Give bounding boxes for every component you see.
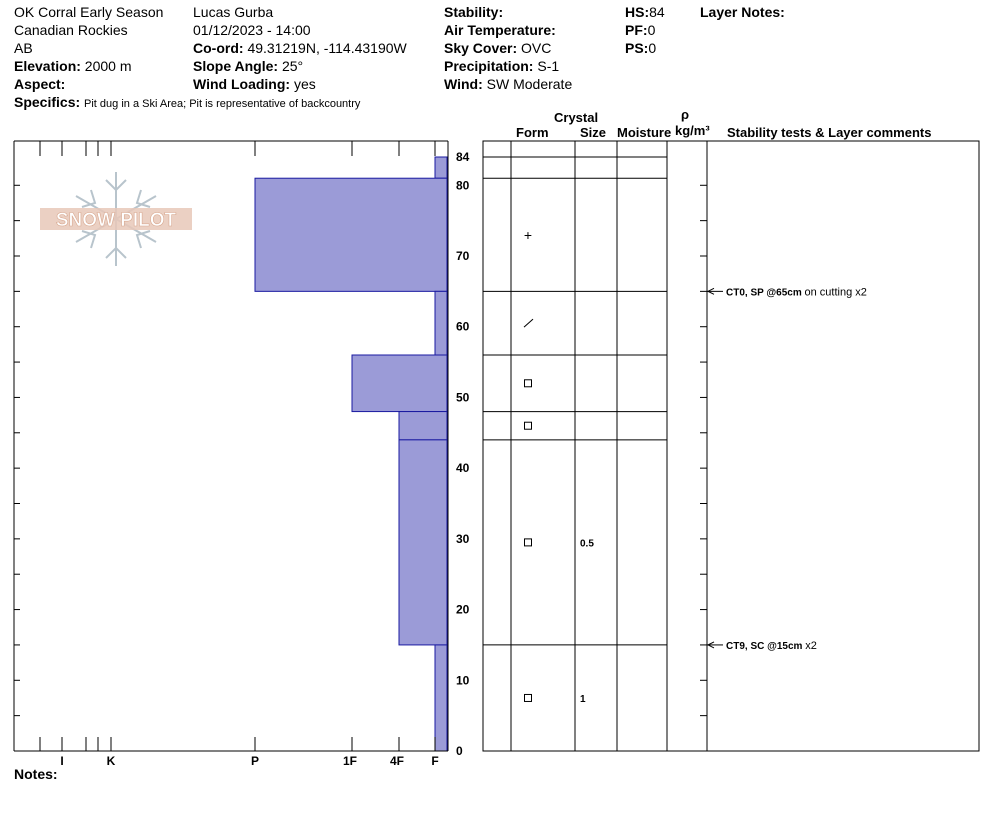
y-tick-label-0: 0: [456, 744, 463, 758]
stability-label: Stability:: [444, 4, 504, 20]
y-tick-label-10: 10: [456, 673, 470, 688]
location: OK Corral Early Season: [14, 4, 164, 20]
observer: Lucas Gurba: [193, 4, 274, 20]
pf-label: PF:: [625, 22, 648, 38]
form-symbol-6: [525, 694, 532, 701]
wind-loading-value: yes: [293, 76, 316, 92]
precip-value: S-1: [537, 58, 560, 74]
y-tick-label-80: 80: [456, 178, 470, 193]
pf-value: 0: [647, 22, 656, 38]
hardness-bar-6: [435, 645, 447, 751]
hardness-bar-3: [352, 355, 447, 412]
wind-label: Wind:: [444, 76, 483, 92]
hardness-label-1F: 1F: [342, 754, 358, 768]
stability-test-1: CT9, SC @15cm x2: [726, 639, 817, 652]
y-tick-label-30: 30: [456, 531, 470, 546]
size-value-6: 1: [580, 693, 586, 705]
y-tick-label-60: 60: [456, 319, 470, 334]
form-symbol-5: [525, 539, 532, 546]
form-header: Form: [516, 125, 549, 140]
hs-value: 84: [649, 4, 665, 20]
stability-comments-header: Stability tests & Layer comments: [727, 125, 932, 140]
sky-value: OVC: [521, 40, 552, 56]
stability-test-0: CT0, SP @65cm on cutting x2: [726, 286, 867, 299]
form-symbol-2: [524, 319, 533, 327]
ps-value: 0: [648, 40, 657, 56]
table-frame: [483, 141, 979, 751]
crystal-header: Crystal: [554, 110, 599, 125]
y-tick-label-70: 70: [456, 249, 470, 263]
hs-top-label: 84: [456, 150, 470, 164]
air-temp-label: Air Temperature:: [444, 22, 556, 38]
hardness-bar-4: [399, 412, 447, 440]
elevation-value: 2000 m: [84, 58, 132, 74]
size-value-5: 0.5: [580, 538, 594, 550]
slope-value: 25°: [281, 58, 304, 74]
hardness-label-4F: 4F: [389, 754, 405, 768]
datetime: 01/12/2023 - 14:00: [193, 22, 311, 38]
y-tick-label-20: 20: [456, 602, 470, 617]
rho-header: ρ: [681, 107, 690, 122]
form-symbol-4: [525, 422, 532, 429]
hardness-label-K: K: [106, 754, 116, 768]
elevation-label: Elevation:: [14, 58, 81, 74]
notes-label: Notes:: [14, 766, 58, 782]
slope-label: Slope Angle:: [193, 58, 279, 74]
range: Canadian Rockies: [14, 22, 128, 38]
wind-loading-label: Wind Loading:: [193, 76, 291, 92]
moisture-header: Moisture: [617, 125, 672, 140]
hs-label: HS:: [625, 4, 650, 20]
hardness-bar-2: [435, 291, 447, 355]
hardness-label-P: P: [250, 754, 260, 768]
hardness-label-I: I: [60, 754, 64, 768]
hardness-bar-0: [435, 157, 447, 178]
y-tick-label-40: 40: [456, 461, 470, 476]
ps-label: PS:: [625, 40, 649, 56]
coord-value: 49.31219N, -114.43190W: [247, 40, 407, 56]
wind-value: SW Moderate: [486, 76, 573, 92]
aspect-label: Aspect:: [14, 76, 66, 92]
snowpilot-logo: [40, 172, 192, 266]
coord-label: Co-ord:: [193, 40, 244, 56]
sky-label: Sky Cover:: [444, 40, 518, 56]
province: AB: [14, 40, 33, 56]
layer-notes-label: Layer Notes:: [700, 4, 785, 20]
precip-label: Precipitation:: [444, 58, 534, 74]
hardness-bar-1: [255, 178, 447, 291]
logo-text: SNOW PILOT: [55, 210, 177, 231]
density-unit-header: kg/m³: [675, 123, 710, 138]
size-header: Size: [580, 125, 607, 140]
specifics-value: Pit dug in a Ski Area; Pit is representative of backcountry: [84, 98, 361, 110]
specifics-label: Specifics:: [14, 94, 81, 110]
form-symbol-3: [525, 380, 532, 387]
y-tick-label-50: 50: [456, 390, 470, 405]
hardness-bar-5: [399, 440, 447, 645]
hardness-label-F: F: [431, 754, 439, 768]
form-symbol-1: +: [523, 226, 533, 243]
